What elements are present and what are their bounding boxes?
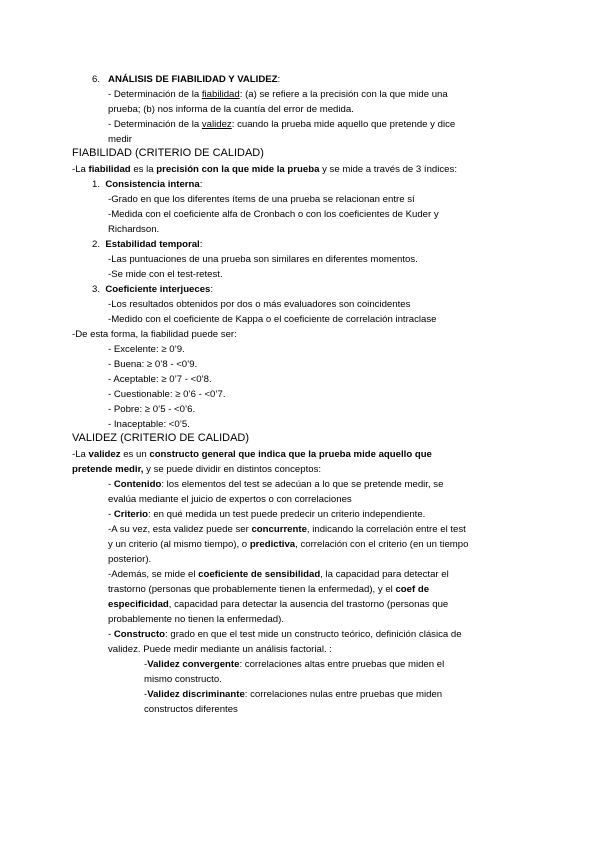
contenido-item-cont: evalúa mediante el juicio de expertos o con correlaciones xyxy=(108,494,352,505)
sensibilidad-line-cont: trastorno (personas que probablemente tienen la enfermedad), y el coef de xyxy=(108,584,430,595)
concurrente-line: -A su vez, esta validez puede ser concurrente, indicando la correlación entre el test xyxy=(108,524,466,535)
levels-intro: -De esta forma, la fiabilidad puede ser: xyxy=(72,329,237,340)
constructo-item-cont: validez. Puede medir mediante un análisis factorial. : xyxy=(108,644,332,655)
list-item-line: -Se mide con el test-retest. xyxy=(108,269,223,280)
list-item-title: 1. Consistencia interna: xyxy=(92,179,203,190)
validez-intro-cont: pretende medir, y se puede dividir en distintos conceptos: xyxy=(72,464,322,475)
constructo-item: - Constructo: grado en que el test mide un constructo teórico, definición clásica de xyxy=(108,629,462,640)
level-item: - Cuestionable: ≥ 0’6 - <0’7. xyxy=(108,389,226,400)
validez-definition: - Determinación de la validez: cuando la prueba mide aquello que pretende y dice xyxy=(108,119,456,130)
discriminante-item-cont: constructos diferentes xyxy=(144,704,238,715)
especificidad-line: especificidad, capacidad para detectar la ausencia del trastorno (personas que xyxy=(108,599,449,610)
list-item-line: -Los resultados obtenidos por dos o más evaluadores son coincidentes xyxy=(108,299,411,310)
sensibilidad-line: -Además, se mide el coeficiente de sensibilidad, la capacidad para detectar el xyxy=(108,569,449,580)
validez-definition-cont: medir xyxy=(108,134,132,145)
list-item-line: -Grado en que los diferentes ítems de una prueba se relacionan entre sí xyxy=(108,194,415,205)
discriminante-item: -Validez discriminante: correlaciones nulas entre pruebas que miden xyxy=(144,689,443,700)
level-item: - Buena: ≥ 0’8 - <0’9. xyxy=(108,359,198,370)
section-number: 6. xyxy=(92,74,101,85)
list-item-line: Richardson. xyxy=(108,224,160,235)
fiabilidad-definition-cont: prueba; (b) nos informa de la cuantía del error de medida. xyxy=(108,104,354,115)
level-item: - Excelente: ≥ 0’9. xyxy=(108,344,185,355)
validez-heading: VALIDEZ (CRITERIO DE CALIDAD) xyxy=(72,432,250,444)
validez-intro: -La validez es un constructo general que indica que la prueba mide aquello que xyxy=(72,449,432,460)
level-item: - Pobre: ≥ 0’5 - <0’6. xyxy=(108,404,196,415)
list-item-line: -Medida con el coeficiente alfa de Cronbach o con los coeficientes de Kuder y xyxy=(108,209,439,220)
section-title: ANÁLISIS DE FIABILIDAD Y VALIDEZ xyxy=(108,74,278,85)
fiabilidad-heading: FIABILIDAD (CRITERIO DE CALIDAD) xyxy=(72,147,264,159)
list-item-title: 3. Coeficiente interjueces: xyxy=(92,284,214,295)
list-item-line: -Medido con el coeficiente de Kappa o el coeficiente de correlación intraclase xyxy=(108,314,437,325)
list-item-line: -Las puntuaciones de una prueba son similares en diferentes momentos. xyxy=(108,254,418,265)
level-item: - Inaceptable: <0’5. xyxy=(108,419,190,430)
fiabilidad-intro: -La fiabilidad es la precisión con la que mide la prueba y se mide a través de 3 índices: xyxy=(72,164,457,175)
fiabilidad-term: fiabilidad xyxy=(201,89,240,100)
convergente-item-cont: mismo constructo. xyxy=(144,674,222,685)
predictiva-line-cont: posterior). xyxy=(108,554,152,565)
convergente-item: -Validez convergente: correlaciones altas entre pruebas que miden el xyxy=(144,659,445,670)
contenido-item: - Contenido: los elementos del test se adecúan a lo que se pretende medir, se xyxy=(108,479,444,490)
list-item-title: 2. Estabilidad temporal: xyxy=(92,239,203,250)
especificidad-line-cont: probablemente no tienen la enfermedad). xyxy=(108,614,285,625)
fiabilidad-definition: - Determinación de la fiabilidad: (a) se refiere a la precisión con la que mide una xyxy=(108,89,448,100)
criterio-item: - Criterio: en qué medida un test puede predecir un criterio independiente. xyxy=(108,509,426,520)
predictiva-line: y un criterio (al mismo tiempo), o predictiva, correlación con el criterio (en un tiempo xyxy=(108,539,469,550)
section-6-heading: 6. ANÁLISIS DE FIABILIDAD Y VALIDEZ: xyxy=(92,74,281,85)
level-item: - Aceptable: ≥ 0’7 - <0’8. xyxy=(108,374,212,385)
validez-term: validez xyxy=(201,119,232,130)
